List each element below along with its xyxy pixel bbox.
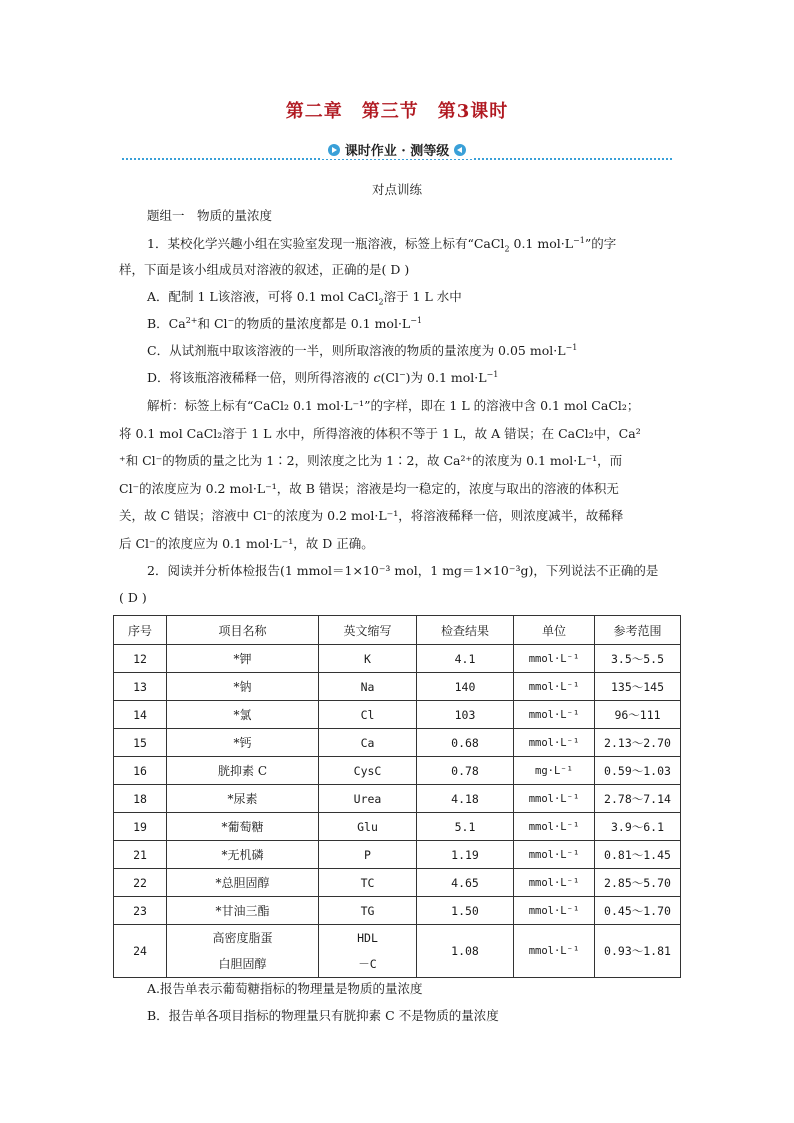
table-cell: 3.5～5.5: [595, 645, 681, 673]
table-cell: 0.68: [417, 729, 514, 757]
table-cell: 135～145: [595, 673, 681, 701]
table-cell: mmol·L⁻¹: [514, 925, 595, 978]
q1-stem-line2: 样，下面是该小组成员对溶液的叙述，正确的是( D ): [119, 262, 410, 277]
analysis-line1: 解析：标签上标有“CaCl₂ 0.1 mol·L⁻¹”的字样，即在 1 L 的溶液中含 0.1 mol CaCl₂；: [147, 398, 640, 413]
arrow-right-icon: [328, 144, 340, 156]
table-row: [114, 645, 681, 673]
table-cell: mmol·L⁻¹: [514, 813, 595, 841]
table-cell: 103: [417, 701, 514, 729]
header-unit: 单位: [514, 616, 595, 645]
table-cell: 19: [114, 813, 167, 841]
table-cell: 胱抑素 C: [167, 757, 319, 785]
table-cell: TG: [319, 897, 417, 925]
table-cell: CysC: [319, 757, 417, 785]
table-cell: 21: [114, 841, 167, 869]
medical-report-table: [113, 615, 681, 978]
table-row: [114, 757, 681, 785]
table-cell: *尿素: [167, 785, 319, 813]
table-cell: 22: [114, 869, 167, 897]
table-cell: mmol·L⁻¹: [514, 785, 595, 813]
table-cell: *总胆固醇: [167, 869, 319, 897]
header-no: 序号: [114, 616, 167, 645]
analysis-line2: 将 0.1 mol CaCl₂溶于 1 L 水中，所得溶液的体积不等于 1 L，故 A 错误；在 CaCl₂中，Ca²: [119, 426, 641, 441]
table-cell: 2.13～2.70: [595, 729, 681, 757]
table-cell: *钠: [167, 673, 319, 701]
table-cell: *钾: [167, 645, 319, 673]
q1-option-a: A．配制 1 L该溶液，可将 0.1 mol CaCl$_2$溶于 1 L 水中: [147, 289, 462, 307]
table-cell: 1.08: [417, 925, 514, 978]
q1-option-b: B．$Ca^{2+}$和 Cl−的物质的量浓度都是 0.1 $mol\cdot L^{-1}$: [147, 315, 423, 331]
table-cell: 96～111: [595, 701, 681, 729]
table-cell: Ca: [319, 729, 417, 757]
table-cell: 3.9～6.1: [595, 813, 681, 841]
table-cell: P: [319, 841, 417, 869]
q2-option-b: B．报告单各项目指标的物理量只有胱抑素 C 不是物质的量浓度: [147, 1008, 499, 1023]
analysis-line4: Cl⁻的浓度应为 0.2 mol·L⁻¹，故 B 错误；溶液是均一稳定的，浓度与取出的溶液的体积无: [119, 481, 619, 496]
table-row: [114, 813, 681, 841]
table-row: [114, 729, 681, 757]
q1-stem-line1: 1．某校化学兴趣小组在实验室发现一瓶溶液，标签上标有“CaCl$_2$ 0.1 $mol\cdot L^{-1}$”的字: [147, 235, 617, 254]
table-cell: Urea: [319, 785, 417, 813]
table-cell: Glu: [319, 813, 417, 841]
table-cell: Na: [319, 673, 417, 701]
q2-option-a: A.报告单表示葡萄糖指标的物理量是物质的量浓度: [147, 981, 423, 996]
table-cell: 5.1: [417, 813, 514, 841]
banner-label: 课时作业 · 测等级: [344, 144, 450, 159]
table-cell: 23: [114, 897, 167, 925]
table-cell: mmol·L⁻¹: [514, 729, 595, 757]
table-row-last: [114, 925, 681, 978]
table-cell: 1.50: [417, 897, 514, 925]
table-cell: *氯: [167, 701, 319, 729]
header-abbr: 英文缩写: [319, 616, 417, 645]
table-cell: 24: [114, 925, 167, 978]
table-cell: 0.45～1.70: [595, 897, 681, 925]
analysis-line3: ⁺和 Cl⁻的物质的量之比为 1∶2，则浓度之比为 1∶2，故 Ca²⁺的浓度为 0.1 mol·L⁻¹，而: [119, 453, 623, 468]
table-cell: *葡萄糖: [167, 813, 319, 841]
table-row: [114, 897, 681, 925]
arrow-left-icon: [454, 144, 466, 156]
table-cell: mmol·L⁻¹: [514, 841, 595, 869]
table-cell: 12: [114, 645, 167, 673]
page-title: 第二章 第三节 第3课时: [285, 101, 509, 122]
table-cell: 14: [114, 701, 167, 729]
table-cell: 0.81～1.45: [595, 841, 681, 869]
table-cell: mmol·L⁻¹: [514, 673, 595, 701]
q1-option-d: D．将该瓶溶液稀释一倍，则所得溶液的 c(Cl−)为 0.1 $mol\cdot L^{-1}$: [147, 369, 499, 385]
table-cell: 4.18: [417, 785, 514, 813]
table-cell: *甘油三酯: [167, 897, 319, 925]
q2-stem-line1: 2．阅读并分析体检报告(1 mmol＝1×10⁻³ mol，1 mg＝1×10⁻³g)，下列说法不正确的是: [147, 563, 659, 578]
table-cell: 16: [114, 757, 167, 785]
section-banner: [122, 140, 672, 164]
table-cell: 0.59～1.03: [595, 757, 681, 785]
table-row: [114, 869, 681, 897]
table-cell: 140: [417, 673, 514, 701]
table-header-row: [114, 616, 681, 645]
table-cell: mmol·L⁻¹: [514, 701, 595, 729]
table-cell: 15: [114, 729, 167, 757]
table-cell: HDL －C: [319, 925, 417, 978]
analysis-line5: 关，故 C 错误；溶液中 Cl⁻的浓度为 0.2 mol·L⁻¹，将溶液稀释一倍，则浓度减半，故稀释: [119, 508, 624, 523]
table-cell: 2.85～5.70: [595, 869, 681, 897]
table-cell: mmol·L⁻¹: [514, 869, 595, 897]
header-result: 检查结果: [417, 616, 514, 645]
table-cell: mg·L⁻¹: [514, 757, 595, 785]
section-heading: 对点训练: [371, 182, 422, 197]
table-cell: mmol·L⁻¹: [514, 897, 595, 925]
table-row: [114, 673, 681, 701]
q2-stem-line2: ( D ): [119, 590, 147, 605]
table-cell: 4.1: [417, 645, 514, 673]
group-heading: 题组一 物质的量浓度: [147, 208, 273, 223]
table-cell: 2.78～7.14: [595, 785, 681, 813]
table-cell: 0.93～1.81: [595, 925, 681, 978]
analysis-line6: 后 Cl⁻的浓度应为 0.1 mol·L⁻¹，故 D 正确。: [119, 536, 374, 551]
table-row: [114, 701, 681, 729]
table-cell: *钙: [167, 729, 319, 757]
header-range: 参考范围: [595, 616, 681, 645]
table-cell: 高密度脂蛋 白胆固醇: [167, 925, 319, 978]
table-cell: Cl: [319, 701, 417, 729]
table-cell: 0.78: [417, 757, 514, 785]
table-cell: 18: [114, 785, 167, 813]
table-row: [114, 785, 681, 813]
table-cell: K: [319, 645, 417, 673]
header-item: 项目名称: [167, 616, 319, 645]
table-cell: mmol·L⁻¹: [514, 645, 595, 673]
table-cell: 4.65: [417, 869, 514, 897]
table-cell: 13: [114, 673, 167, 701]
table-row: [114, 841, 681, 869]
table-cell: TC: [319, 869, 417, 897]
q1-option-c: C．从试剂瓶中取该溶液的一半，则所取溶液的物质的量浓度为 0.05 $mol\cdot L^{-1}$: [147, 342, 578, 358]
table-cell: 1.19: [417, 841, 514, 869]
table-cell: *无机磷: [167, 841, 319, 869]
